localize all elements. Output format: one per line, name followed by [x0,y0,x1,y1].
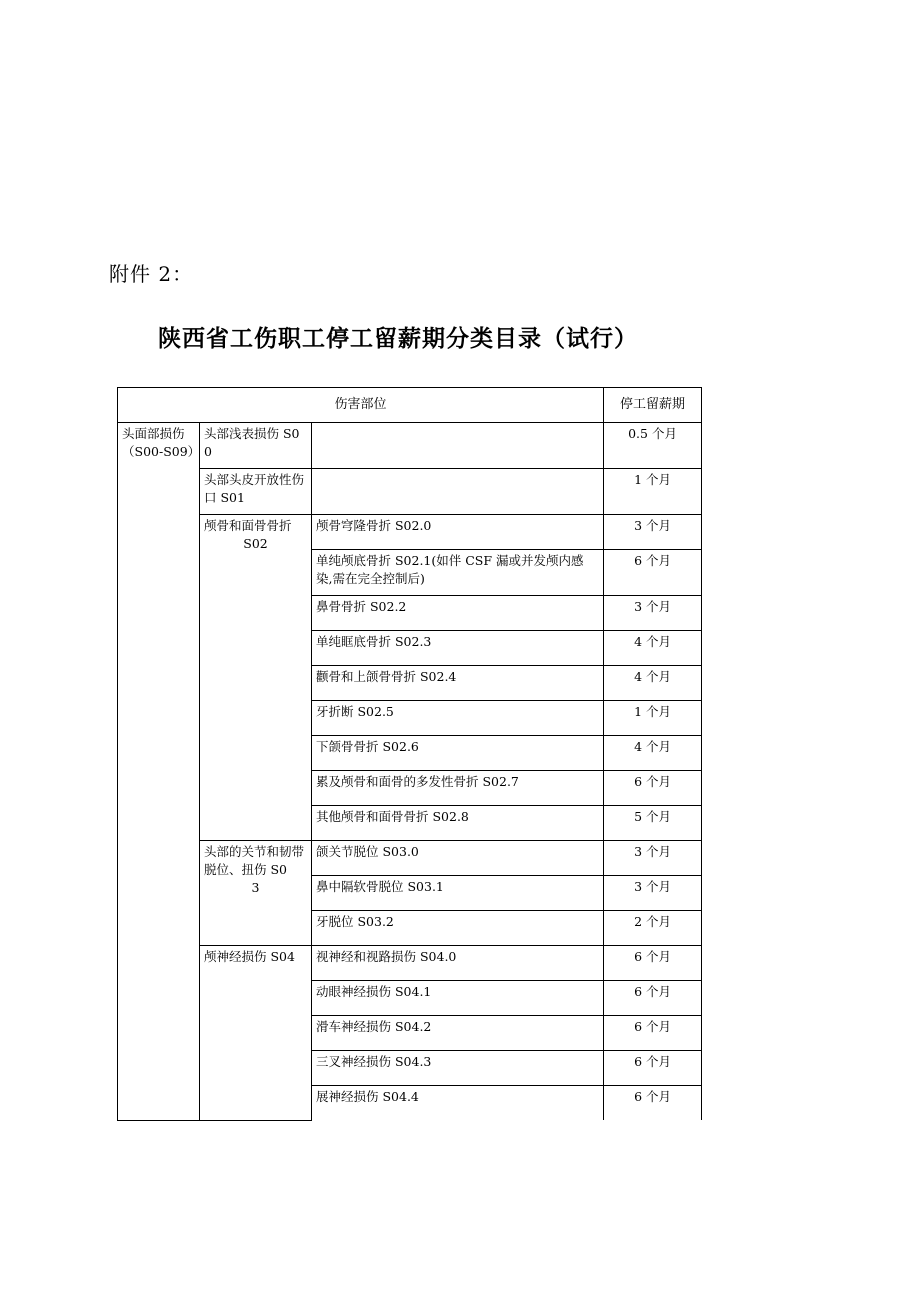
injury-detail-cell: 颅骨穹隆骨折 S02.0 [312,515,604,550]
table-row [118,515,702,550]
classification-table [117,387,702,1121]
group-name: 头部头皮开放性伤口 S01 [204,472,305,505]
injury-detail-cell: 其他颅骨和面骨骨折 S02.8 [312,806,604,841]
injury-detail-cell: 颧骨和上颌骨骨折 S02.4 [312,666,604,701]
period-cell: 5 个月 [604,806,702,841]
group-name: 头部的关节和韧带脱位、扭伤 S0 [204,844,305,877]
group-cell [200,515,312,841]
header-period: 停工留薪期 [604,388,702,423]
group-name: 颅骨和面骨骨折 [204,518,292,533]
period-cell: 2 个月 [604,911,702,946]
group-code: 3 [251,880,260,895]
injury-detail-cell: 牙脱位 S03.2 [312,911,604,946]
period-cell: 3 个月 [604,515,702,550]
group-cell [200,841,312,946]
injury-detail-cell: 三叉神经损伤 S04.3 [312,1051,604,1086]
header-injury-part: 伤害部位 [118,388,604,423]
period-cell: 4 个月 [604,631,702,666]
injury-detail-cell: 累及颅骨和面骨的多发性骨折 S02.7 [312,771,604,806]
period-cell: 6 个月 [604,771,702,806]
period-cell: 6 个月 [604,550,702,596]
period-cell: 6 个月 [604,1086,702,1121]
injury-detail-cell: 滑车神经损伤 S04.2 [312,1016,604,1051]
injury-detail-cell: 动眼神经损伤 S04.1 [312,981,604,1016]
table-row [118,469,702,515]
period-cell: 1 个月 [604,701,702,736]
period-cell: 3 个月 [604,596,702,631]
period-cell: 1 个月 [604,469,702,515]
table-row [118,841,702,876]
injury-detail-cell: 鼻中隔软骨脱位 S03.1 [312,876,604,911]
period-cell: 3 个月 [604,841,702,876]
table-row [118,946,702,981]
injury-detail-cell: 颌关节脱位 S03.0 [312,841,604,876]
period-cell: 4 个月 [604,736,702,771]
period-cell: 4 个月 [604,666,702,701]
attachment-label: 附件 2： [109,262,194,286]
injury-detail-cell: 牙折断 S02.5 [312,701,604,736]
table-row [118,423,702,469]
injury-detail-cell: 下颌骨骨折 S02.6 [312,736,604,771]
injury-detail-cell: 视神经和视路损伤 S04.0 [312,946,604,981]
group-cell [200,423,312,469]
group-cell [200,946,312,1121]
injury-detail-cell: 展神经损伤 S04.4 [312,1086,604,1121]
group-cell [200,469,312,515]
category-cell [118,423,200,1121]
period-cell: 3 个月 [604,876,702,911]
group-name: 颅神经损伤 S04 [204,949,295,964]
injury-detail-cell [312,469,604,515]
page-title: 陕西省工伤职工停工留薪期分类目录（试行） [158,325,638,352]
period-cell: 6 个月 [604,1051,702,1086]
injury-detail-cell [312,423,604,469]
injury-detail-cell: 单纯颅底骨折 S02.1(如伴 CSF 漏或并发颅内感染,需在完全控制后) [312,550,604,596]
group-code: S02 [243,536,268,551]
period-cell: 6 个月 [604,981,702,1016]
period-cell: 6 个月 [604,1016,702,1051]
period-cell: 0.5 个月 [604,423,702,469]
injury-detail-cell: 单纯眶底骨折 S02.3 [312,631,604,666]
category-name: 头面部损伤 [122,426,185,441]
category-code: （S00-S09） [122,444,201,459]
group-name: 头部浅表损伤 S00 [204,426,300,459]
period-cell: 6 个月 [604,946,702,981]
table-header-row [118,388,702,423]
injury-detail-cell: 鼻骨骨折 S02.2 [312,596,604,631]
